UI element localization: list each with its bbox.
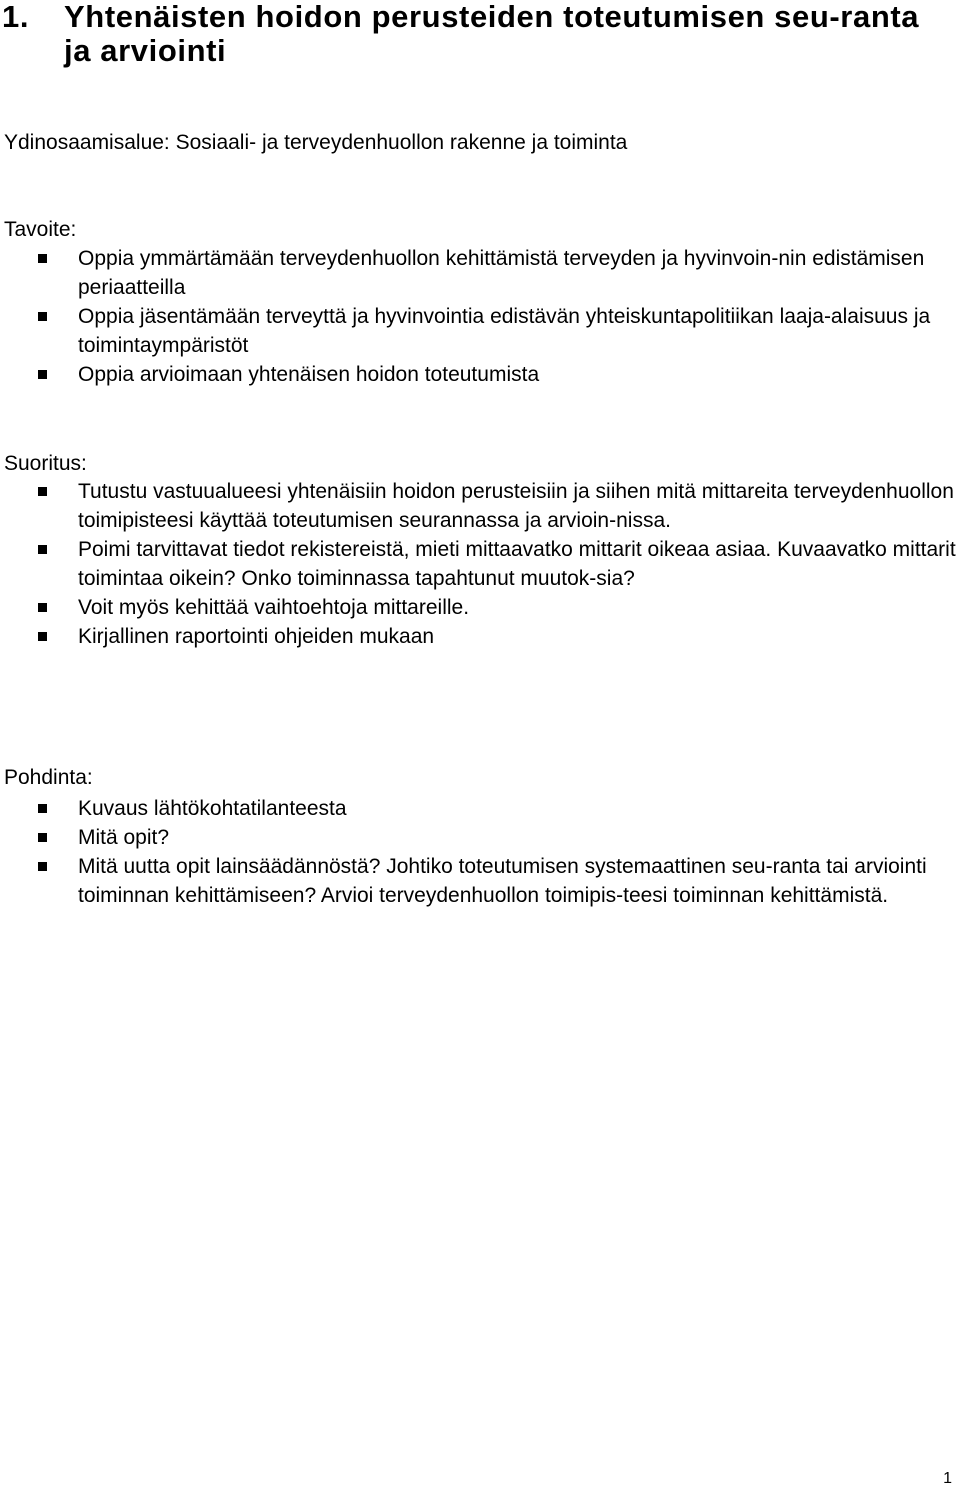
- section-heading: [2, 0, 952, 68]
- list-item: [0, 477, 958, 535]
- list-item: [0, 852, 958, 910]
- list-item-text: Kuvaus lähtökohtatilanteesta: [78, 797, 347, 820]
- square-bullet-icon: [38, 312, 47, 321]
- list-item: [0, 794, 958, 823]
- list-item-text: Oppia arvioimaan yhtenäisen hoidon toteutumista: [78, 363, 540, 386]
- list-item-text: Kirjallinen raportointi ohjeiden mukaan: [78, 625, 435, 648]
- square-bullet-icon: [38, 370, 47, 379]
- list-item-text: Mitä opit?: [78, 826, 170, 849]
- square-bullet-icon: [38, 487, 47, 496]
- tavoite-list: [0, 244, 960, 389]
- list-item-text: Voit myös kehittää vaihtoehtoja mittareille.: [78, 596, 470, 619]
- list-item: [0, 302, 958, 360]
- square-bullet-icon: [38, 603, 47, 612]
- square-bullet-icon: [38, 254, 47, 263]
- suoritus-list: [0, 477, 960, 651]
- pohdinta-list: [0, 794, 960, 910]
- list-item-text: Oppia jäsentämään terveyttä ja hyvinvointia edistävän yhteiskuntapolitiikan laaja-alaisuus ja toimintaympäristöt: [78, 305, 931, 357]
- page-number: 1: [943, 1470, 952, 1487]
- list-item-text: Oppia ymmärtämään terveydenhuollon kehittämistä terveyden ja hyvinvoin-nin edistämisen periaatteilla: [78, 247, 925, 299]
- pohdinta-label: Pohdinta:: [4, 766, 93, 789]
- square-bullet-icon: [38, 804, 47, 813]
- square-bullet-icon: [38, 632, 47, 641]
- list-item: [0, 622, 958, 651]
- square-bullet-icon: [38, 833, 47, 842]
- heading-title: Yhtenäisten hoidon perusteiden toteutumisen seu-ranta ja arviointi: [64, 0, 920, 68]
- suoritus-label: Suoritus:: [4, 452, 87, 475]
- list-item: [0, 823, 958, 852]
- tavoite-label: Tavoite:: [4, 218, 77, 241]
- square-bullet-icon: [38, 545, 47, 554]
- list-item-text: Poimi tarvittavat tiedot rekistereistä, mieti mittaavatko mittarit oikeaa asiaa. Kuvaavatko mittarit toimintaa oikein? Onko toiminnassa tapahtunut muutok-sia?: [78, 538, 956, 590]
- list-item: [0, 360, 958, 389]
- list-item-text: Mitä uutta opit lainsäädännöstä? Johtiko toteutumisen systemaattinen seu-ranta tai arviointi toiminnan kehittämiseen? Arvioi terveydenhuollon toimipis-teesi toiminnan kehittämistä.: [78, 855, 927, 907]
- square-bullet-icon: [38, 862, 47, 871]
- heading-number: 1.: [2, 0, 30, 34]
- list-item-text: Tutustu vastuualueesi yhtenäisiin hoidon perusteisiin ja siihen mitä mittareita terveydenhuollon toimipisteesi käyttää toteutumisen seurannassa ja arvioin-nissa.: [78, 480, 954, 532]
- core-competence-line: Ydinosaamisalue: Sosiaali- ja terveydenhuollon rakenne ja toiminta: [4, 131, 628, 154]
- list-item: [0, 244, 958, 302]
- list-item: [0, 593, 958, 622]
- list-item: [0, 535, 958, 593]
